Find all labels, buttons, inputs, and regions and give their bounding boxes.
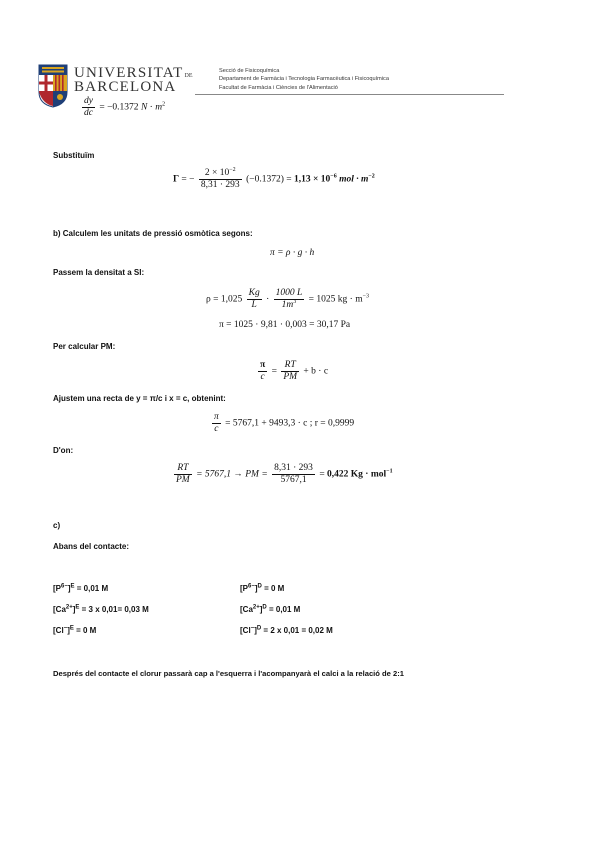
university-name-line1: UNIVERSITAT: [74, 65, 184, 81]
pm-model-equation: [256, 360, 328, 383]
university-name-de: DE: [184, 73, 193, 79]
gamma-result-exp: −6: [330, 173, 337, 180]
pm-tail: + b · c: [303, 366, 329, 377]
result-f2-num: 8,31 · 293: [274, 463, 313, 473]
label-pm: Per calcular PM:: [53, 342, 116, 351]
pm-f1-den: c: [260, 372, 265, 382]
slope-equation: $\frac{dy}{dc}$ = −0.1372 $N \cdot m^2$: [84, 96, 166, 118]
pm-f1-num: π: [260, 360, 266, 370]
rho-f1-den: L: [251, 300, 257, 310]
rho-dot: ·: [266, 294, 270, 305]
conc-right-cl: $[Cl^-]^D = 2$ x 0,01 = 0,02 M: [240, 625, 333, 635]
rho-rhs-exp: −3: [362, 293, 369, 300]
gamma-eq: = −: [181, 174, 195, 185]
rho-lhs: ρ = 1,025: [206, 294, 243, 305]
result-value: 0,422 Kg · mol: [327, 469, 387, 480]
result-eq: =: [319, 469, 325, 480]
label-substituim: Substituïm: [53, 151, 95, 160]
dept-line-2: Departament de Farmàcia i Tecnologia Farmacèutica i Fisicoquímica: [219, 76, 389, 83]
conc-left-p: $[P^{6-}]^E = 0,01$ M: [53, 583, 109, 593]
gamma-result: 1,13 × 10: [293, 174, 331, 185]
label-section-c: c): [53, 521, 61, 530]
pm-f2-num: RT: [284, 360, 296, 370]
slope-den: dc: [84, 108, 93, 118]
fit-den: c: [214, 424, 219, 434]
fit-equation: [210, 412, 354, 435]
slope-unit-m: m: [155, 102, 163, 113]
gamma-num: 2 × 10: [204, 168, 230, 178]
gamma-symbol: Γ: [173, 174, 180, 185]
conc-right-p: $[P^{6-}]^D = 0$ M: [240, 583, 285, 593]
department-info: [219, 67, 389, 92]
rho-f2-den: 1m: [281, 300, 294, 310]
gamma-num-exp: −2: [229, 166, 236, 173]
pm-f2-den: PM: [283, 372, 298, 382]
conc-right-ca: $[Ca^{2+}]^D = 0,01$ M: [240, 604, 301, 614]
label-fit: Ajustem una recta de y = π/c i x = c, obtenint:: [53, 394, 226, 403]
pm-eq: =: [271, 366, 277, 377]
result-f1-den: PM: [176, 475, 190, 485]
result-value-exp: −1: [386, 468, 393, 475]
slope-unit-n: N: [140, 102, 148, 113]
rho-f2-num: 1000 L: [275, 288, 303, 298]
fit-rhs: = 5767,1 + 9493,3 · c ; r = 0,9999: [225, 418, 355, 429]
gamma-den: 8,31 · 293: [200, 180, 240, 190]
dept-line-3: Facultat de Farmàcia i Ciències de l'Alimentació: [219, 84, 338, 91]
slope-value: = −0.1372: [99, 102, 139, 113]
fit-num: π: [214, 412, 219, 422]
gamma-middle: (−0.1372) =: [246, 174, 292, 185]
university-crest-icon: [38, 64, 68, 108]
dept-line-1: Secció de Fisicoquímica: [219, 68, 280, 74]
slope-unit-exp: 2: [162, 101, 166, 108]
pi-value-equation: π = 1025 · 9,81 · 0,003 = 30,17 Pa: [219, 320, 351, 330]
label-si: Passem la densitat a SI:: [53, 268, 145, 277]
pi-equation: π = ρ · g · h: [270, 248, 315, 258]
rho-equation: [206, 288, 369, 311]
rho-f2-den-exp: 3: [293, 298, 297, 305]
conc-left-ca: $[Ca^{2+}]^E = 3$ x 0,01= 0,03 M: [53, 604, 149, 614]
label-section-b: b) Calculem les unitats de pressió osmòtica segons:: [53, 229, 253, 238]
university-name-line2: BARCELONA: [74, 79, 177, 95]
slope-num: dy: [84, 96, 93, 106]
gamma-unit-exp: −2: [368, 173, 375, 180]
header-rule: [195, 94, 504, 95]
gamma-unit: mol · m: [339, 174, 369, 185]
gamma-equation: [173, 168, 375, 191]
final-paragraph: Després del contacte el clorur passarà cap a l'esquerra i l'acompanyarà el calci a la relació de 2:1: [53, 669, 404, 678]
result-equation: [172, 463, 393, 486]
label-don: D'on:: [53, 446, 74, 455]
result-f1-num: RT: [177, 463, 189, 473]
result-mid: = 5767,1 → PM =: [196, 469, 268, 480]
result-f2-den: 5767,1: [280, 475, 307, 485]
label-abans: Abans del contacte:: [53, 542, 130, 551]
rho-rhs: = 1025 kg · m: [308, 294, 363, 305]
conc-left-cl: $[Cl^-]^E = 0$ M: [53, 625, 97, 635]
rho-f1-num: Kg: [248, 288, 260, 298]
